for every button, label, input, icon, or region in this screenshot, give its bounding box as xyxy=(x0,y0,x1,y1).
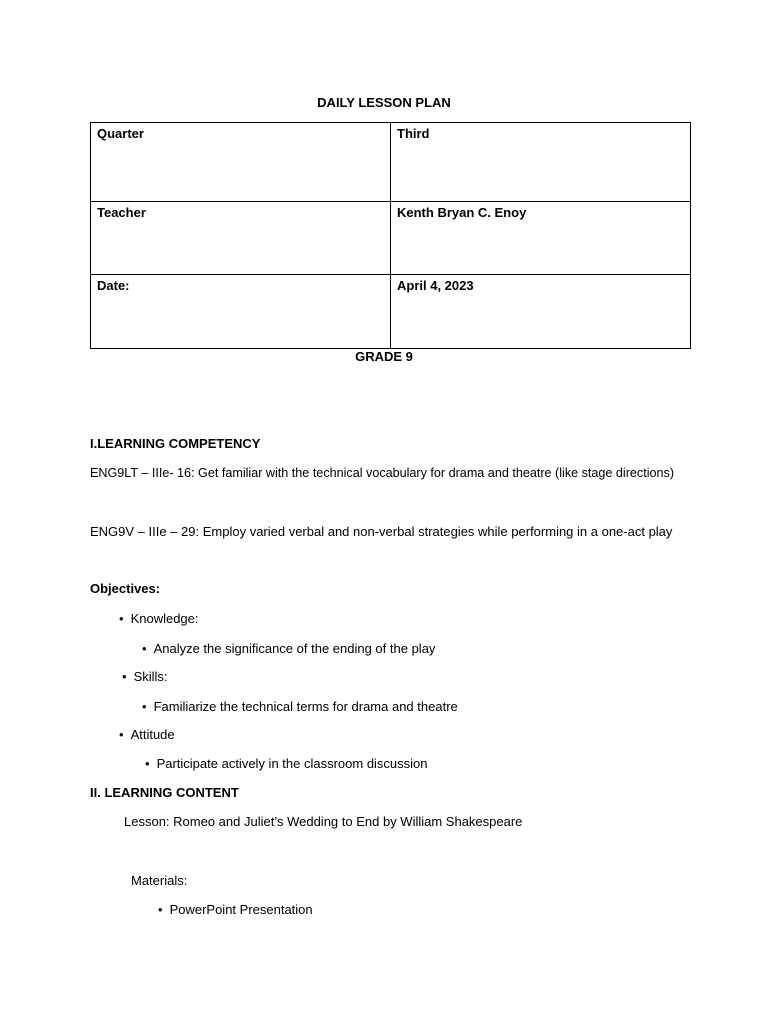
date-label: Date: xyxy=(91,275,391,349)
table-row xyxy=(91,202,691,275)
lesson-title: Lesson: Romeo and Juliet’s Wedding to End by William Shakespeare xyxy=(124,814,523,829)
lesson-info-table xyxy=(90,122,691,349)
competency-item: ENG9V – IIIe – 29: Employ varied verbal and non-verbal strategies while performing in a one-act play xyxy=(90,524,673,539)
quarter-value: Third xyxy=(391,123,691,202)
skills-item: • Familiarize the technical terms for drama and theatre xyxy=(142,699,458,715)
grade-label: GRADE 9 xyxy=(355,349,413,364)
knowledge-label: • Knowledge: xyxy=(119,611,199,627)
materials-heading: Materials: xyxy=(131,873,188,888)
materials-item: • PowerPoint Presentation xyxy=(158,902,313,918)
knowledge-item: • Analyze the significance of the ending of the play xyxy=(142,641,435,657)
teacher-label: Teacher xyxy=(91,202,391,275)
table-row xyxy=(91,123,691,202)
quarter-label: Quarter xyxy=(91,123,391,202)
table-row xyxy=(91,275,691,349)
competency-item: ENG9LT – IIIe- 16: Get familiar with the technical vocabulary for drama and theatre (like stage directions) xyxy=(90,466,675,480)
date-value: April 4, 2023 xyxy=(391,275,691,349)
learning-content-heading: II. LEARNING CONTENT xyxy=(90,785,239,800)
document-title: DAILY LESSON PLAN xyxy=(317,95,451,110)
objectives-heading: Objectives: xyxy=(90,581,161,596)
attitude-item: • Participate actively in the classroom discussion xyxy=(145,756,428,772)
attitude-label: • Attitude xyxy=(119,727,175,743)
teacher-value: Kenth Bryan C. Enoy xyxy=(391,202,691,275)
skills-label: • Skills: xyxy=(122,669,168,685)
learning-competency-heading: I.LEARNING COMPETENCY xyxy=(90,436,261,451)
